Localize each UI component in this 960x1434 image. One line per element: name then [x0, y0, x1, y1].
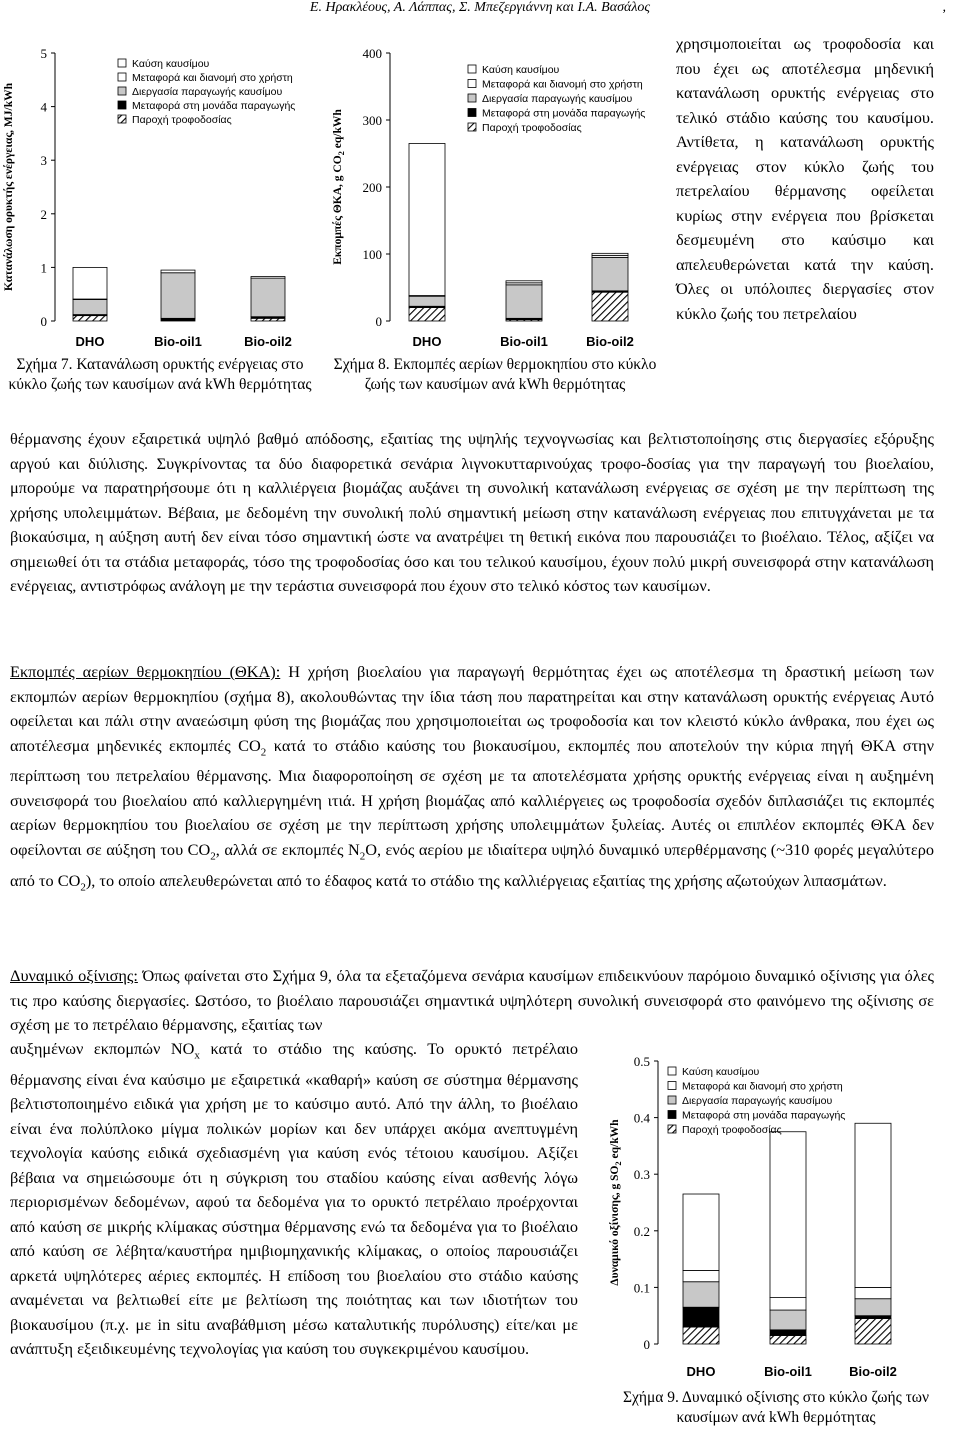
bar-segment [73, 300, 107, 315]
ghg-sub: 2 [80, 880, 86, 893]
bar-segment [251, 318, 285, 321]
legend-swatch [118, 87, 126, 95]
ghg-sub: 2 [359, 850, 366, 862]
y-axis-label: Εκπομπές ΘΚΑ, g $CO_2$ eq/kWh [332, 109, 346, 265]
ghg-text-e: ), το οποίο απελευθερώνεται από το έδαφος κατά το στάδιο της καλλιέργειας εξαιτίας της χρήσης αζωτούχων λιπασμάτων. [85, 870, 887, 890]
bar-segment [409, 143, 445, 295]
category-label: DHO [75, 334, 105, 349]
bar-segment [73, 267, 107, 299]
legend-swatch [118, 101, 126, 109]
ghg-text-c: , αλλά σε εκπομπές N [215, 839, 360, 859]
legend-label: Μεταφορά στη μονάδα παραγωγής [482, 107, 646, 120]
legend-swatch [468, 109, 476, 117]
legend-label: Διεργασία παραγωγής καυσίμου [482, 93, 633, 105]
bar-segment [683, 1270, 719, 1281]
legend-label: Παροχή τροφοδοσίας [682, 1124, 782, 1136]
bar-segment [409, 308, 445, 321]
bar-segment [592, 292, 628, 321]
bar-segment [683, 1194, 719, 1270]
legend-label: Καύση καυσίμου [132, 58, 210, 70]
y-tick-label: 0 [643, 1337, 650, 1352]
paragraph-acidification-body [10, 1037, 578, 1362]
bar-segment [855, 1287, 891, 1298]
legend-swatch [668, 1082, 676, 1090]
fig7-chart [0, 38, 320, 358]
legend-label: Διεργασία παραγωγής καυσίμου [132, 86, 283, 98]
legend-swatch [468, 65, 476, 73]
fig8-caption: Σχήμα 8. Εκπομπές αερίων θερμοκηπίου στο κύκλο ζωής των καυσίμων ανά kWh θερμότητας [333, 356, 657, 393]
y-tick-label: 0 [40, 314, 47, 329]
bar-segment [770, 1310, 806, 1330]
bar-segment [855, 1123, 891, 1287]
bar-segment [770, 1298, 806, 1310]
bar-segment [683, 1327, 719, 1344]
legend-label: Μεταφορά στη μονάδα παραγωγής [132, 100, 296, 112]
acid-sub: x [194, 1049, 200, 1062]
ghg-text-d: O, ενός αερίου με ιδιαίτερα υψηλό δυναμικό υπερθέρμανσης (~310 φορές μεγαλύτερο από το CO [10, 839, 934, 890]
ghg-sub: 2 [210, 850, 216, 862]
category-label: Bio-oil2 [244, 334, 292, 349]
legend-label: Παροχή τροφοδοσίας [482, 122, 582, 134]
y-tick-label: 0.5 [633, 1054, 650, 1069]
paragraph-energy-comparison: θέρμανσης έχουν εξαιρετικά υψηλό βαθμό απόδοσης, εξαιτίας της υψηλής τεχνογνωσίας και βελτιστοποίησης στις διεργασίες εξόρυξης αργού και διύλισης. Συγκρίνοντας τα δύο διαφορετικά σενάρια λιγνοκυτταρινούχας τροφο-δοσίας για την παραγωγή του βιοελαίου, μπορούμε να παρατηρήσουμε ότι η καλλιέργεια βιομάζας αυξάνει τη συνολική κατανάλωση ενέργειας σε σχέση με την περίπτωση της χρήσης υπολειμμάτων. Βέβαια, με δεδομένη την συνολική πολύ σημαντική μείωση στην κατανάλωση ενέργειας που επιτυγχάνεται με τα βιοκαύσιμα, η αύξηση αυτή δεν είναι τόσο σημαντική ώστε να ανατρέψει τη θετική εικόνα που παρουσιάζει το βιοέλαιο. Τέλος, αξίζει να σημειωθεί ότι τα στάδια μεταφοράς, τόσο της τροφοδοσίας όσο και του τελικού καυσίμου, έχουν πολύ μικρή συνεισφορά στην κατανάλωση ενέργειας, αντιστρόφως ανάλογη με την τεράστια συνεισφορά που έχουν στο τελικό κόστος των καυσίμων. [10, 429, 934, 595]
acid-text-a: Όπως φαίνεται στο Σχήμα 9, όλα τα εξεταζόμενα σενάρια καυσίμων επιδεικνύουν παρόμοιο δυναμικό οξίνισης για όλες τις προ καύσης διεργασίες. Ωστόσο, το βιοέλαιο παρουσιάζει σημαντικά υψηλότερη συνολική συνεισφορά στο φαινόμενο της οξίνισης σε σχέση με το πετρέλαιο θέρμανσης, εξαιτίας των [10, 966, 935, 1034]
legend-swatch [118, 59, 126, 67]
header-mark: , [942, 0, 946, 15]
y-tick-label: 0.4 [633, 1110, 650, 1126]
bar-segment [161, 273, 195, 319]
legend-label: Καύση καυσίμου [482, 64, 560, 76]
bar-segment [506, 281, 542, 283]
y-tick-label: 5 [40, 46, 47, 61]
y-tick-label: 4 [40, 99, 47, 115]
bar-segment [855, 1316, 891, 1319]
acid-text-b2: κατά το στάδιο της καύσης. Το ορυκτό πετρέλαιο θέρμανσης είναι ένα καύσιμο με εξαιρετικά «καθαρή» καύση σε σύστημα θέρμανσης βελτιστοποιημένο ειδικά για χρήση με το καύσιμο αυτό. Από την άλλη, το βιοέλαιο είναι ένα πολύπλοκο μίγμα πολικών μορίων και δεν υπάρχει ακόμα ανεπτυγμένη τεχνολογία καύσης ειδικά σχεδιασμένη για καύση ενός τέτοιου καυσίμου. Αξίζει βέβαια να σημειώσουμε ότι η σύγκριση του σταδίου καύσης είναι ασθενής λόγω περιορισμένων δεδομένων, αφού τα δεδομένα για το ορυκτό πετρέλαιο προέρχονται από καύση σε μικρής κλίμακας σύστημα θέρμανσης ενώ τα δεδομένα για το βιοέλαιο από καύση σε λέβητα/καυστήρα ημιβιομηχανικής κλίμακας, ο οποίος παρουσιάζει αρκετά υψηλότερες αέριες εκπομπές. Η επίδοση του βιοελαίου στο στάδιο καύσης αναμένεται να βελτιωθεί είτε με βελτίωση της ποιότητας και των ιδιοτήτων του βιοκαυσίμου (π.χ. με in situ αναβάθμιση μέσω καταλυτικής πυρόλυσης) είτε/και με ανάπτυξη εξειδικευμένης τεχνολογίας για καύση του συγκεκριμένου καυσίμου. [10, 1039, 578, 1359]
bar-segment [683, 1282, 719, 1307]
category-label: DHO [412, 334, 442, 349]
paragraph-acidification-intro [10, 964, 934, 1038]
ghg-heading: Εκπομπές αερίων θερμοκηπίου (ΘΚΑ): [10, 662, 281, 681]
acid-heading: Δυναμικό οξίνισης: [10, 966, 138, 985]
legend-label: Μεταφορά στη μονάδα παραγωγής [682, 1109, 846, 1122]
legend-swatch [668, 1125, 676, 1133]
category-label: Bio-oil2 [586, 334, 634, 349]
category-label: DHO [686, 1364, 716, 1379]
legend-swatch [468, 80, 476, 88]
fig7-caption: Σχήμα 7. Κατανάλωση ορυκτής ενέργειας στο κύκλο ζωής των καυσίμων ανά kWh θερμότητας [8, 356, 312, 393]
bar-segment [592, 257, 628, 291]
y-tick-label: 0.3 [633, 1167, 650, 1183]
fig8-chart [325, 38, 660, 358]
bar-segment [251, 278, 285, 317]
ghg-sub: 2 [260, 745, 267, 758]
y-tick-label: 0.2 [633, 1223, 650, 1239]
y-tick-label: 400 [362, 46, 382, 61]
y-tick-label: 200 [362, 180, 382, 195]
y-tick-label: 300 [362, 113, 382, 128]
y-tick-label: 1 [40, 260, 47, 276]
bar-segment [506, 285, 542, 319]
bar-segment [251, 277, 285, 279]
category-label: Bio-oil1 [764, 1364, 812, 1379]
y-tick-label: 100 [362, 247, 382, 262]
bar-segment [855, 1299, 891, 1316]
legend-swatch [668, 1096, 676, 1104]
legend-swatch [468, 94, 476, 102]
paragraph-ghg-emissions [10, 660, 934, 899]
legend-swatch [468, 123, 476, 131]
y-axis-label: Δυναμικό οξίνισης, g $SO_2$ eq/kWh [609, 1119, 623, 1286]
legend-label: Διεργασία παραγωγής καυσίμου [682, 1095, 833, 1107]
y-tick-label: 0.1 [633, 1280, 650, 1296]
bar-segment [770, 1336, 806, 1344]
legend-swatch [668, 1067, 676, 1075]
y-tick-label: 0 [375, 314, 382, 329]
y-axis-label: Κατανάλωση ορυκτής ενέργειας, MJ/kWh [3, 82, 15, 292]
y-tick-label: 2 [40, 206, 47, 222]
page-header [0, 0, 960, 16]
legend-label: Μεταφορά και διανομή στο χρήστη [482, 78, 643, 91]
legend-label: Παροχή τροφοδοσίας [132, 114, 232, 126]
legend-label: Μεταφορά και διανομή στο χρήστη [682, 1080, 843, 1093]
bar-segment [161, 270, 195, 273]
bar-segment [161, 318, 195, 321]
acid-text-b1: αυξημένων εκπομπών NO [10, 1039, 195, 1058]
legend-swatch [118, 73, 126, 81]
right-column-text: χρησιμοποιείται ως τροφοδοσία και που έχει ως αποτέλεσμα μηδενική κατανάλωση ορυκτής ενέργειας στο τελικό στάδιο καύσης του καυσίμου. Αντίθετα, η κατανάλωση ορυκτής ενέργειας στον κύκλο ζωής του πετρελαίου θέρμανσης οφείλεται κυρίως στην ενέργεια που βρίσκεται δεσμευμένη στο καύσιμο και απελευθερώνεται κατά την καύση. Όλες οι υπόλοιπες διεργασίες στον κύκλο ζωής του πετρελαίου [676, 34, 934, 323]
ghg-text-b: κατά το στάδιο καύσης του βιοκαυσίμου, εκπομπές που αποτελούν την κύρια πηγή ΘΚΑ στην περίπτωση του πετρελαίου θέρμανσης. Μια διαφοροποίηση σε σχέση με τα αποτελέσματα χρήσης ορυκτής ενέργειας είναι η αυξημένη συνεισφορά του βιοελαίου από καλλιεργημένη ιτιά. Η χρήση βιομάζας από καλλιέργειες ως τροφοδοσία σχεδόν διπλασιάζει τις εκπομπές αερίων θερμοκηπίου του βιοελαίου σε σχέση με την περίπτωση χρήσης υπολειμμάτων ξυλείας. Αυτές οι επιπλέον εκπομπές ΘΚΑ δεν οφείλονται σε αύξηση του CO [10, 735, 934, 859]
category-label: Bio-oil1 [154, 334, 202, 349]
y-tick-label: 3 [40, 153, 47, 169]
bar-segment [73, 316, 107, 321]
bar-segment [683, 1307, 719, 1327]
bar-segment [770, 1330, 806, 1336]
category-label: Bio-oil2 [849, 1364, 897, 1379]
legend-label: Καύση καυσίμου [682, 1066, 760, 1078]
ghg-text-a: Η χρήση βιοελαίου για παραγωγή θερμότητας έχει ως αποτέλεσμα τη δραστική μείωση των εκπομπών αερίων θερμοκηπίου (σχήμα 8), ακολουθώντας την ίδια τάση που παρατηρείται και στην κατανάλωση ορυκτής ενέργειας Αυτό οφείλεται και πάλι στην αναεώσιμη φύση της βιομάζας που χρησιμοποιείται ως τροφοδοσία και τον κλειστό κύκλο άνθρακα, που έχει ως αποτέλεσμα μηδενικές εκπομπές CO [10, 662, 935, 755]
fig9-caption: Σχήμα 9. Δυναμικό οξίνισης στο κύκλο ζωής των καυσίμων ανά kWh θερμότητας [622, 1389, 930, 1426]
bar-segment [592, 253, 628, 255]
fig9-chart [590, 1052, 960, 1392]
legend-swatch [668, 1111, 676, 1119]
bar-segment [409, 296, 445, 306]
bar-segment [770, 1132, 806, 1298]
legend-label: Μεταφορά και διανομή στο χρήστη [132, 72, 293, 84]
bar-segment [855, 1319, 891, 1344]
legend-swatch [118, 115, 126, 123]
header-authors: Ε. Ηρακλέους, Α. Λάππας, Σ. Μπεζεργιάννη και Ι.Α. Βασάλος [309, 0, 651, 15]
category-label: Bio-oil1 [500, 334, 548, 349]
